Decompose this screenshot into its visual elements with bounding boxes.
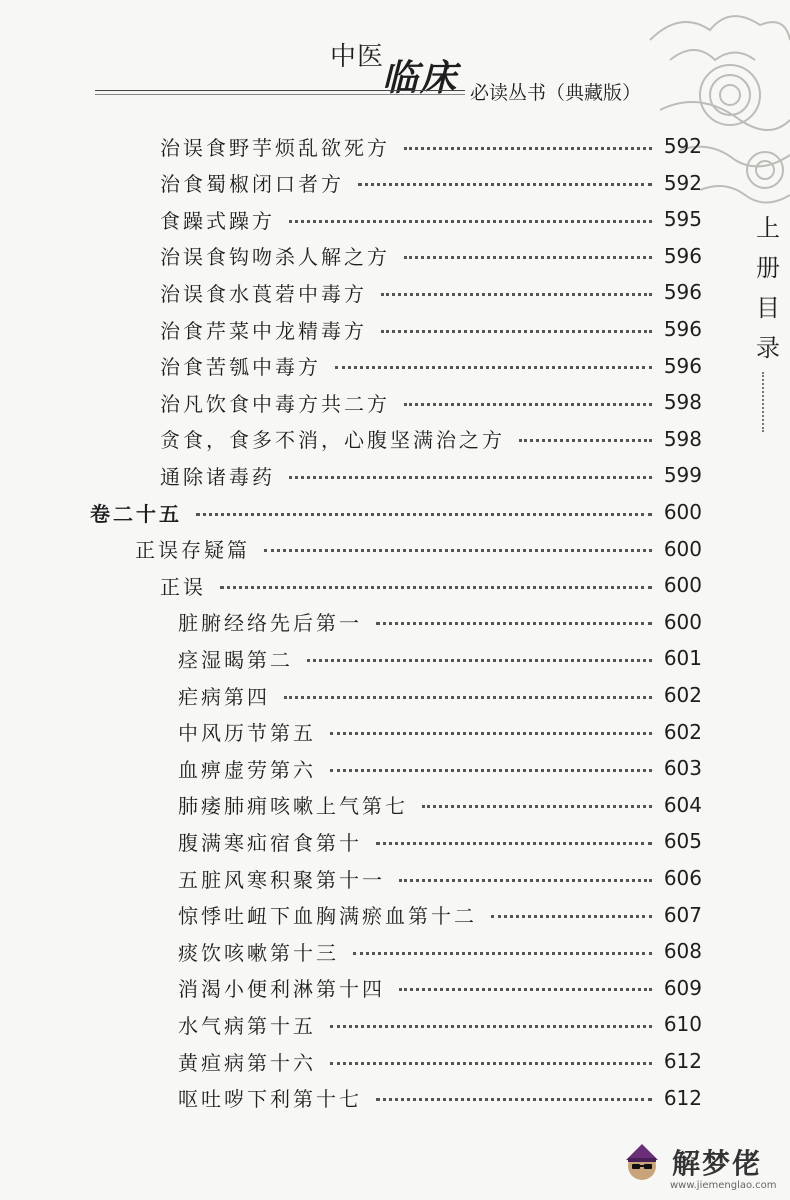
toc-entry	[160, 567, 702, 603]
toc-entry-title: 治食蜀椒闭口者方	[160, 172, 344, 197]
toc-entry	[135, 531, 702, 567]
toc-entry	[160, 421, 702, 457]
toc-entry-page: 596	[663, 243, 702, 268]
header-zhongyi: 中医	[330, 42, 385, 72]
toc-entry-page: 600	[663, 500, 702, 524]
toc-entry	[160, 201, 702, 237]
toc-entry-page: 612	[663, 1085, 702, 1110]
toc-entry	[178, 933, 702, 969]
toc-entry-page: 605	[663, 829, 702, 854]
toc-entry-title: 贪食，食多不消，心腹坚满治之方	[160, 428, 505, 453]
toc-entry-title: 治误食钩吻杀人解之方	[160, 245, 390, 270]
header-rule-thin	[95, 94, 465, 95]
dot-leader	[381, 293, 652, 296]
toc-entry-page: 610	[663, 1012, 702, 1037]
watermark-name: 解梦佬	[672, 1147, 763, 1180]
dot-leader	[381, 330, 652, 333]
toc-entry	[90, 494, 702, 530]
dot-leader	[196, 513, 652, 516]
toc-entry-page: 592	[663, 170, 702, 195]
dot-leader	[376, 622, 652, 625]
dot-leader	[376, 1098, 652, 1101]
dot-leader	[399, 988, 652, 991]
toc-entry	[178, 1006, 702, 1042]
side-tab-char: 录	[756, 334, 780, 362]
side-tab-char: 册	[756, 254, 780, 282]
toc-entry	[160, 384, 702, 420]
toc-entry-title: 痰饮咳嗽第十三	[178, 940, 339, 965]
toc-entry	[160, 457, 702, 493]
toc-entry-page: 602	[663, 719, 702, 744]
side-tab-leader	[762, 372, 764, 432]
toc-entry	[178, 714, 702, 750]
dot-leader	[220, 586, 652, 589]
toc-entry	[160, 274, 702, 310]
toc-entry	[178, 677, 702, 713]
header-rule	[95, 90, 465, 91]
toc-entry-title: 腹满寒疝宿食第十	[178, 830, 362, 855]
toc-entry	[160, 311, 702, 347]
dot-leader	[376, 842, 652, 845]
toc-entry-page: 604	[663, 792, 702, 817]
header-linchuang: 临床	[382, 57, 459, 99]
toc-entry-title: 治误食水莨菪中毒方	[160, 281, 367, 306]
dot-leader	[404, 403, 652, 406]
dot-leader	[264, 549, 652, 552]
toc-entry-page: 600	[663, 536, 702, 561]
toc-entry-page: 606	[663, 866, 702, 890]
watermark-url: www.jiemenglao.com	[670, 1180, 777, 1191]
toc-entry-title: 呕吐哕下利第十七	[178, 1087, 362, 1112]
toc-entry-title: 肺痿肺痈咳嗽上气第七	[178, 794, 408, 819]
toc-entry	[178, 1043, 702, 1079]
toc-entry	[160, 128, 702, 164]
dot-leader	[330, 769, 652, 772]
toc-entry-title: 黄疸病第十六	[178, 1050, 316, 1075]
toc-entry-title: 治误食野芋烦乱欲死方	[160, 135, 390, 160]
side-tab	[748, 208, 788, 368]
toc-entry-title: 消渴小便利淋第十四	[178, 977, 385, 1002]
toc-entry	[178, 970, 702, 1006]
toc-entry-page: 599	[663, 463, 702, 488]
toc-entry-title: 治食苦瓠中毒方	[160, 355, 321, 380]
dot-leader	[491, 915, 652, 918]
toc-entry-title: 通除诸毒药	[160, 464, 275, 489]
dot-leader	[519, 439, 652, 442]
toc-entry-title: 中风历节第五	[178, 721, 316, 746]
toc-entry-page: 596	[663, 353, 702, 378]
toc-entry-title: 正误存疑篇	[135, 538, 250, 563]
dot-leader	[335, 366, 652, 369]
toc-entry	[178, 750, 702, 786]
toc-entry-page: 600	[663, 573, 702, 598]
toc-entry	[178, 640, 702, 676]
toc-entry-page: 609	[663, 975, 702, 1000]
toc-entry-title: 血痹虚劳第六	[178, 757, 316, 782]
toc-entry-title: 惊悸吐衄下血胸满瘀血第十二	[178, 904, 477, 929]
dot-leader	[289, 220, 652, 223]
toc-entry	[160, 238, 702, 274]
toc-entry-title: 食躁式躁方	[160, 208, 275, 233]
toc-entry-page: 602	[663, 683, 702, 707]
toc-entry-title: 水气病第十五	[178, 1013, 316, 1038]
watermark	[620, 1140, 785, 1198]
toc-entry-page: 596	[663, 317, 702, 341]
dot-leader	[399, 879, 652, 882]
toc-entry-title: 痉湿暍第二	[178, 647, 293, 672]
toc-entry	[160, 165, 702, 201]
toc-entry-page: 598	[663, 426, 702, 451]
toc-entry	[178, 897, 702, 933]
toc-entry-title: 五脏风寒积聚第十一	[178, 867, 385, 892]
header-series-title: 必读丛书（典藏版）	[470, 82, 642, 104]
toc-entry-page: 595	[663, 207, 702, 232]
fortune-teller-logo-icon	[620, 1140, 664, 1184]
dot-leader	[404, 147, 652, 150]
toc-entry-page: 612	[663, 1049, 702, 1073]
toc-entry	[178, 860, 702, 896]
dot-leader	[404, 256, 652, 259]
toc-entry-title: 卷二十五	[90, 501, 182, 526]
toc-entry-title: 脏腑经络先后第一	[178, 611, 362, 636]
toc-entry-page: 600	[663, 609, 702, 634]
toc-entry	[178, 787, 702, 823]
toc-entry-title: 正误	[160, 574, 206, 599]
dot-leader	[422, 805, 652, 808]
side-tab-char: 上	[756, 214, 780, 242]
toc-entry	[178, 604, 702, 640]
toc-entry-title: 治凡饮食中毒方共二方	[160, 391, 390, 416]
dot-leader	[289, 476, 652, 479]
toc-entry	[178, 823, 702, 859]
toc-entry-page: 598	[663, 390, 702, 415]
dot-leader	[284, 696, 652, 699]
toc-entry-page: 592	[663, 134, 702, 158]
toc-entry	[178, 1080, 702, 1116]
dot-leader	[307, 659, 652, 662]
toc-entry-title: 治食芹菜中龙精毒方	[160, 318, 367, 343]
dot-leader	[330, 732, 652, 735]
toc-entry	[160, 348, 702, 384]
dot-leader	[353, 952, 652, 955]
side-tab-char: 目	[756, 294, 780, 322]
toc-entry-title: 疟病第四	[178, 684, 270, 709]
dot-leader	[330, 1062, 652, 1065]
dot-leader	[358, 183, 652, 186]
dot-leader	[330, 1025, 652, 1028]
toc-entry-page: 601	[663, 646, 702, 671]
toc-entry-page: 603	[663, 756, 702, 781]
toc-entry-page: 596	[663, 280, 702, 305]
toc-entry-page: 607	[663, 902, 702, 927]
toc-entry-page: 608	[663, 939, 702, 964]
